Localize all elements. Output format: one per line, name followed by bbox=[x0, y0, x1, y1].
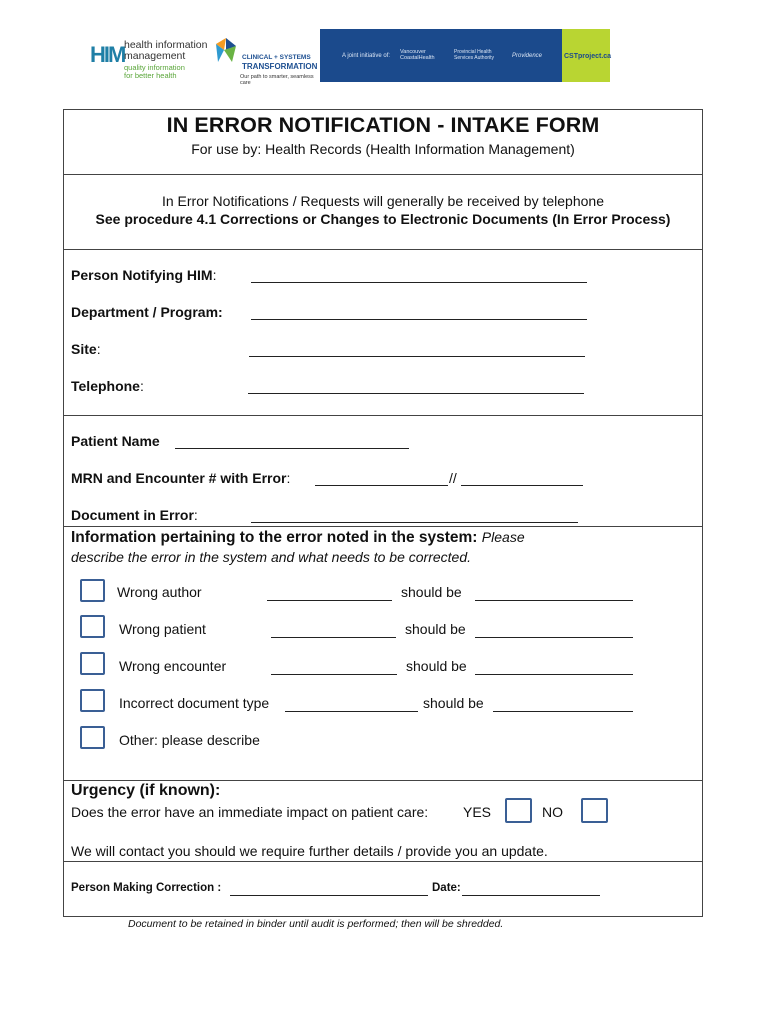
cst-logo-icon bbox=[212, 36, 238, 66]
wrong-author-checkbox[interactable] bbox=[80, 579, 105, 602]
incorrect-doc-type-from-field[interactable] bbox=[285, 711, 418, 712]
him-logo-name: health information management bbox=[124, 39, 208, 62]
urgency-section bbox=[64, 781, 702, 862]
banner-site-block bbox=[562, 29, 610, 82]
person-making-correction-label: Person Making Correction : bbox=[71, 882, 222, 894]
mrn-label: MRN and Encounter # with Error: bbox=[71, 470, 291, 486]
error-info-subline: describe the error in the system and what needs to be corrected. bbox=[71, 549, 471, 565]
site-field[interactable] bbox=[249, 356, 585, 357]
cst-logo-line2: TRANSFORMATION bbox=[242, 62, 318, 71]
form-title: IN ERROR NOTIFICATION - INTAKE FORM bbox=[166, 113, 600, 137]
patient-name-field[interactable] bbox=[175, 448, 409, 449]
department-field[interactable] bbox=[251, 319, 587, 320]
telephone-note: In Error Notifications / Requests will generally be received by telephone bbox=[161, 193, 604, 209]
mrn-separator: // bbox=[449, 470, 457, 486]
him-logo-mark: HIM bbox=[90, 42, 125, 67]
header-logos bbox=[88, 28, 610, 84]
wrong-patient-from-field[interactable] bbox=[271, 637, 396, 638]
wrong-author-from-field[interactable] bbox=[267, 600, 392, 601]
notifier-section bbox=[64, 250, 702, 416]
error-info-heading: Information pertaining to the error noted in the system: Please bbox=[71, 529, 525, 546]
wrong-encounter-label: Wrong encounter bbox=[119, 658, 227, 674]
mrn-field[interactable] bbox=[315, 485, 448, 486]
wrong-encounter-to-field[interactable] bbox=[475, 674, 633, 675]
wrong-patient-checkbox[interactable] bbox=[80, 615, 105, 638]
incorrect-doc-type-should-be: should be bbox=[423, 695, 484, 711]
wrong-author-label: Wrong author bbox=[117, 584, 202, 600]
wrong-encounter-from-field[interactable] bbox=[271, 674, 397, 675]
wrong-patient-should-be: should be bbox=[405, 621, 466, 637]
banner-partner-phsa: Provincial Health Services Authority bbox=[454, 49, 495, 61]
him-logo bbox=[88, 38, 208, 84]
urgency-yes-checkbox[interactable] bbox=[505, 798, 532, 823]
encounter-field[interactable] bbox=[461, 485, 583, 486]
correction-section bbox=[64, 862, 702, 918]
department-label: Department / Program: bbox=[71, 304, 223, 320]
other-checkbox[interactable] bbox=[80, 726, 105, 749]
site-label: Site: bbox=[71, 341, 101, 357]
intake-form bbox=[63, 109, 703, 917]
patient-section bbox=[64, 416, 702, 527]
procedure-note-section bbox=[64, 175, 702, 250]
person-making-correction-field[interactable] bbox=[230, 895, 428, 896]
procedure-reference: See procedure 4.1 Corrections or Changes to Electronic Documents (In Error Process) bbox=[95, 211, 671, 227]
telephone-field[interactable] bbox=[248, 393, 584, 394]
wrong-encounter-checkbox[interactable] bbox=[80, 652, 105, 675]
banner-partner-providence: Providence bbox=[512, 53, 543, 59]
him-logo-tagline: quality information for better health bbox=[124, 63, 185, 80]
date-label: Date: bbox=[432, 882, 461, 894]
retention-footer-note: Document to be retained in binder until audit is performed; then will be shredded. bbox=[128, 918, 504, 930]
document-in-error-label: Document in Error: bbox=[71, 507, 198, 523]
wrong-author-to-field[interactable] bbox=[475, 600, 633, 601]
cst-logo-line1: CLINICAL + SYSTEMS bbox=[242, 54, 311, 61]
form-subtitle: For use by: Health Records (Health Information Management) bbox=[191, 141, 575, 157]
date-field[interactable] bbox=[462, 895, 600, 896]
partner-banner bbox=[320, 29, 610, 82]
error-info-section bbox=[64, 527, 702, 781]
cst-logo bbox=[212, 32, 318, 86]
wrong-author-should-be: should be bbox=[401, 584, 462, 600]
urgency-no-checkbox[interactable] bbox=[581, 798, 608, 823]
cst-logo-tagline: Our path to smarter, seamless care bbox=[240, 74, 314, 86]
wrong-patient-label: Wrong patient bbox=[119, 621, 206, 637]
document-in-error-field[interactable] bbox=[251, 522, 578, 523]
incorrect-doc-type-checkbox[interactable] bbox=[80, 689, 105, 712]
urgency-heading: Urgency (if known): bbox=[71, 782, 221, 799]
urgency-question: Does the error have an immediate impact on patient care: bbox=[71, 804, 429, 820]
person-notifying-label: Person Notifying HIM: bbox=[71, 267, 217, 283]
incorrect-doc-type-to-field[interactable] bbox=[493, 711, 633, 712]
patient-name-label: Patient Name bbox=[71, 433, 160, 449]
banner-site-link[interactable]: CSTproject.ca bbox=[564, 53, 612, 60]
urgency-no-label: NO bbox=[542, 804, 563, 820]
person-notifying-field[interactable] bbox=[251, 282, 587, 283]
banner-joint-text: A joint initiative of: bbox=[342, 53, 391, 59]
incorrect-doc-type-label: Incorrect document type bbox=[119, 695, 270, 711]
other-label: Other: please describe bbox=[119, 732, 260, 748]
form-title-section bbox=[64, 110, 702, 175]
urgency-contact-note: We will contact you should we require further details / provide you an update. bbox=[71, 843, 548, 859]
telephone-label: Telephone: bbox=[71, 378, 144, 394]
wrong-patient-to-field[interactable] bbox=[475, 637, 633, 638]
urgency-yes-label: YES bbox=[463, 804, 492, 820]
banner-partner-vch: Vancouver CoastalHealth bbox=[400, 49, 435, 61]
wrong-encounter-should-be: should be bbox=[406, 658, 467, 674]
